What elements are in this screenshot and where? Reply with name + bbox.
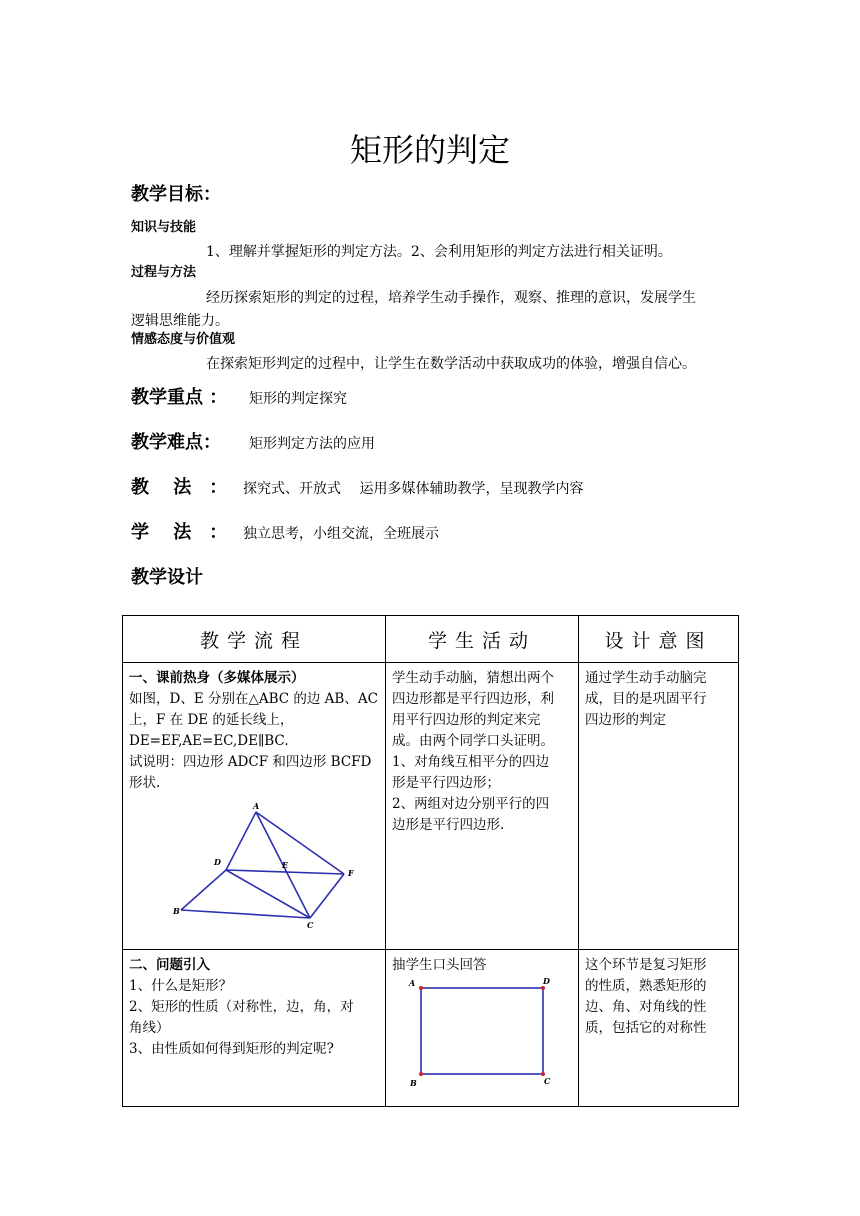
attitude-label: 情感态度与价值观: [131, 332, 236, 347]
row2-intent-line: 的性质，熟悉矩形的: [585, 978, 707, 994]
difficulty-label: 教学难点：: [131, 432, 221, 453]
lesson-plan-table: [122, 615, 739, 1107]
row1-intent-line: 通过学生动手动脑完: [585, 670, 707, 686]
attitude-text: 在探索矩形判定的过程中，让学生在数学活动中获取成功的体验，增强自信心。: [206, 356, 696, 372]
design-heading: 教学设计: [131, 567, 203, 588]
row1-flow-line: 形状.: [129, 775, 161, 791]
difficulty-value: 矩形判定方法的应用: [249, 436, 375, 452]
row1-activity-line: 学生动手动脑，猜想出两个: [392, 670, 554, 686]
process-text-line2: 逻辑思维能力。: [131, 313, 229, 329]
label-e: E: [282, 860, 289, 870]
process-text-line1: 经历探索矩形的判定的过程，培养学生动手操作，观察、推理的意识，发展学生: [206, 290, 696, 306]
row1-intent-line: 四边形的判定: [585, 712, 666, 728]
row2-flow-line: 角线）: [129, 1020, 170, 1036]
segment-af: [256, 812, 344, 874]
row1-activity-line: 成。由两个同学口头证明。: [392, 733, 554, 749]
row1-flow-line: 如图，D、E 分别在△ABC 的边 AB、AC: [129, 691, 378, 707]
point-d: [541, 986, 545, 990]
knowledge-label: 知识与技能: [131, 220, 197, 235]
segment-bc: [181, 910, 310, 918]
process-label: 过程与方法: [131, 265, 197, 280]
row2-flow-cell: [123, 950, 386, 1107]
label-b: B: [410, 1078, 417, 1088]
row1-activity-cell: [386, 663, 579, 950]
table-row: [123, 663, 739, 950]
row2-flow-line: 1、什么是矩形？: [129, 978, 233, 994]
segment-ad: [226, 812, 256, 870]
rectangle-figure: [392, 978, 572, 1096]
header-flow: 教学流程: [123, 616, 386, 663]
row2-intent-line: 这个环节是复习矩形: [585, 957, 707, 973]
row2-activity-line: 抽学生口头回答: [392, 957, 487, 973]
row2-intent-cell: [579, 950, 739, 1107]
teaching-method-value: 探究式、开放式 运用多媒体辅助教学，呈现教学内容: [243, 481, 584, 497]
label-d: D: [543, 978, 550, 986]
row1-flow-line: DE=EF,AE=EC,DE∥BC.: [129, 733, 289, 749]
page-title: 矩形的判定: [349, 131, 510, 169]
row1-flow-title: 一、课前热身（多媒体展示）: [129, 670, 305, 686]
rectangle-abcd: [421, 988, 543, 1074]
objectives-heading: 教学目标：: [131, 184, 221, 205]
row2-flow-title: 二、问题引入: [129, 957, 210, 973]
label-c: C: [544, 1076, 551, 1086]
row1-activity-line: 用平行四边形的判定来完: [392, 712, 541, 728]
label-f: F: [348, 868, 354, 878]
segment-fc: [310, 874, 344, 918]
table-row: [123, 950, 739, 1107]
row2-flow-line: 2、矩形的性质（对称性，边，角，对: [129, 999, 354, 1015]
point-b: [419, 1072, 423, 1076]
row1-intent-line: 成，目的是巩固平行: [585, 691, 707, 707]
row1-flow-line: 试说明：四边形 ADCF 和四边形 BCFD: [129, 754, 372, 770]
row1-activity-line: 形是平行四边形；: [392, 775, 500, 791]
label-a: A: [409, 978, 416, 988]
key-point-label: 教学重点 ：: [131, 387, 228, 408]
row1-activity-line: 四边形都是平行四边形，利: [392, 691, 554, 707]
label-b: B: [173, 906, 180, 916]
row2-intent-line: 质，包括它的对称性: [585, 1020, 707, 1036]
row2-flow-line: 3、由性质如何得到矩形的判定呢?: [129, 1041, 334, 1057]
row1-flow-cell: [123, 663, 386, 950]
row1-activity-line: 边形是平行四边形.: [392, 817, 505, 833]
label-d: D: [214, 857, 221, 867]
key-point-value: 矩形的判定探究: [249, 391, 347, 407]
header-activity: 学生活动: [386, 616, 579, 663]
row1-activity-line: 2、两组对边分别平行的四: [392, 796, 550, 812]
learning-method-label: 学 法 ：: [131, 522, 228, 543]
triangle-figure: [129, 800, 379, 930]
header-intent: 设计意图: [579, 616, 739, 663]
row1-flow-line: 上，F 在 DE 的延长线上，: [129, 712, 294, 728]
learning-method-value: 独立思考，小组交流，全班展示: [243, 526, 439, 542]
knowledge-text: 1、理解并掌握矩形的判定方法。2、会利用矩形的判定方法进行相关证明。: [206, 244, 672, 260]
row1-intent-cell: [579, 663, 739, 950]
label-c: C: [307, 920, 314, 930]
segment-db: [181, 870, 226, 910]
teaching-method-label: 教 法 ：: [131, 477, 228, 498]
point-a: [419, 986, 423, 990]
row1-activity-line: 1、对角线互相平分的四边: [392, 754, 550, 770]
row2-intent-line: 边、角、对角线的性: [585, 999, 707, 1015]
label-a: A: [253, 801, 260, 811]
row2-activity-cell: [386, 950, 579, 1107]
